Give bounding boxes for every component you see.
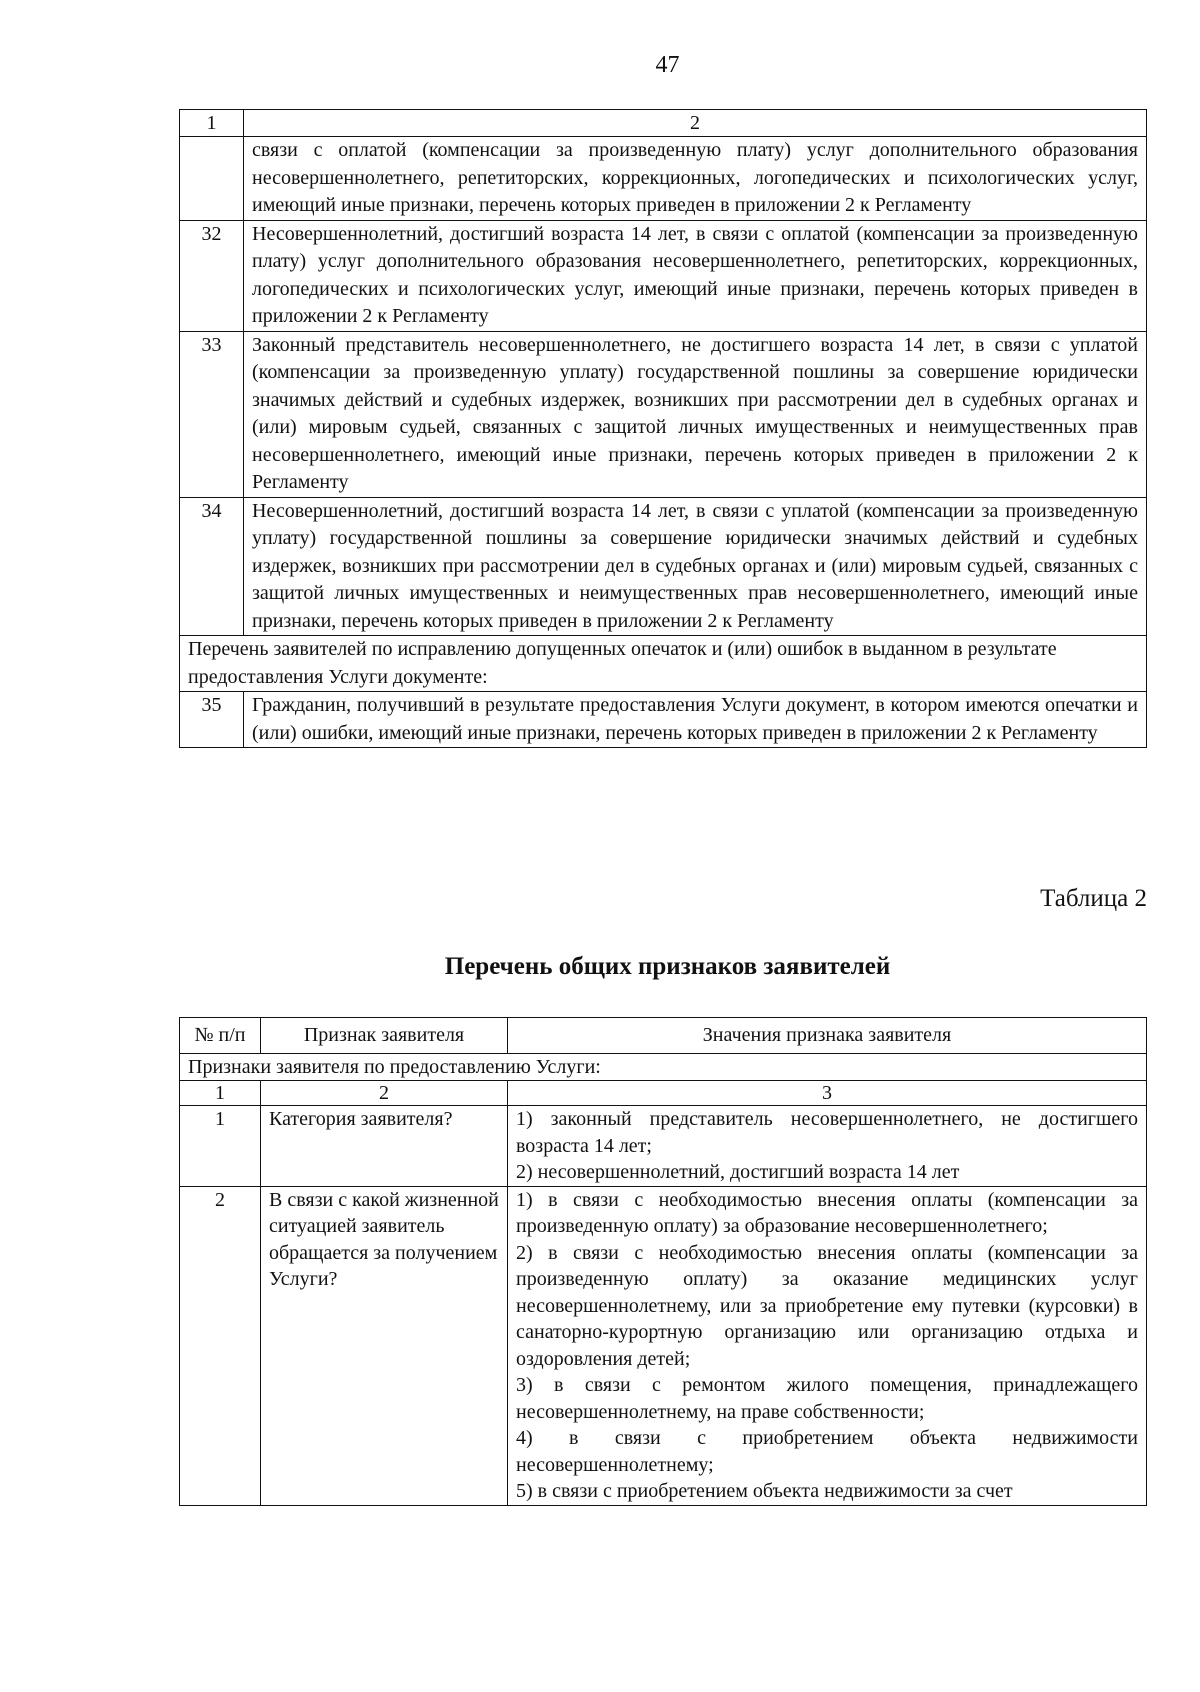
table-row	[180, 497, 1147, 636]
row-number: 32	[180, 220, 244, 331]
table-header-row	[180, 110, 1147, 137]
column-numbers-row	[180, 1081, 1147, 1106]
value-item: 5) в связи с приобретением объекта недвижимости за счет	[516, 1480, 1013, 1502]
table-row	[180, 220, 1147, 331]
row-text: связи с оплатой (компенсации за произведенную плату) услуг дополнительного образования несовершеннолетнего, репетиторских, коррекционных, логопедических и психологических услуг, имеющий иные признаки, перечень которых приведен в приложении 2 к Регламенту	[244, 137, 1147, 221]
page-number: 47	[655, 52, 680, 78]
row-number: 2	[180, 1186, 261, 1505]
column-number-3: 3	[508, 1081, 1147, 1106]
header-values: Значения признака заявителя	[508, 1018, 1147, 1054]
header-number: № п/п	[180, 1018, 261, 1054]
applicants-table-continued	[179, 109, 1147, 748]
column-number-2: 2	[261, 1081, 508, 1106]
value-item: 2) несовершеннолетний, достигший возраста 14 лет	[516, 1161, 960, 1183]
row-text: Несовершеннолетний, достигший возраста 14 лет, в связи с оплатой (компенсации за произведенную плату) услуг дополнительного образования несовершеннолетнего, репетиторских, коррекционных, логопедических и психологических услуг, имеющий иные признаки, перечень которых приведен в приложении 2 к Регламенту	[244, 220, 1147, 331]
applicant-features-table	[179, 1017, 1147, 1506]
value-item: 3) в связи с ремонтом жилого помещения, принадлежащего несовершеннолетнему, на праве собственности;	[516, 1374, 1138, 1423]
column-number-1: 1	[180, 110, 244, 137]
table-row	[180, 692, 1147, 748]
column-number-1: 1	[180, 1081, 261, 1106]
table-label: Таблица 2	[1040, 885, 1147, 912]
table-row	[180, 1106, 1147, 1187]
column-number-2: 2	[244, 110, 1147, 137]
section-heading: Перечень заявителей по исправлению допущенных опечаток и (или) ошибок в выданном в результате предоставления Услуги документе:	[180, 636, 1147, 692]
table-row	[180, 1186, 1147, 1505]
row-text: Несовершеннолетний, достигший возраста 14 лет, в связи с уплатой (компенсации за произведенную уплату) государственной пошлины за совершение юридически значимых действий и судебных издержек, возникших при рассмотрении дел в судебных органах и (или) мировым судьей, связанных с защитой личных имущественных и неимущественных прав несовершеннолетнего, имеющий иные признаки, перечень которых приведен в приложении 2 к Регламенту	[244, 497, 1147, 636]
row-values	[508, 1186, 1147, 1505]
value-item: 2) в связи с необходимостью внесения оплаты (компенсации за произведенную оплату) за оказание медицинских услуг несовершеннолетнему, или за приобретение ему путевки (курсовки) в санаторно-курортную организацию или организацию отдыха и оздоровления детей;	[516, 1241, 1138, 1370]
row-values	[508, 1106, 1147, 1187]
row-number: 34	[180, 497, 244, 636]
row-feature: Категория заявителя?	[261, 1106, 508, 1187]
section-heading: Признаки заявителя по предоставлению Услуги:	[180, 1053, 1147, 1081]
table-title: Перечень общих признаков заявителей	[444, 953, 891, 980]
row-number	[180, 137, 244, 221]
header-feature: Признак заявителя	[261, 1018, 508, 1054]
row-number: 1	[180, 1106, 261, 1187]
section-heading-row	[180, 636, 1147, 692]
section-heading-row	[180, 1053, 1147, 1081]
value-item: 4) в связи с приобретением объекта недвижимости несовершеннолетнему;	[516, 1427, 1138, 1476]
table-header-row	[180, 1018, 1147, 1054]
row-text: Гражданин, получивший в результате предоставления Услуги документ, в котором имеются опечатки и (или) ошибки, имеющий иные признаки, перечень которых приведен в приложении 2 к Регламенту	[244, 692, 1147, 748]
table-row	[180, 137, 1147, 221]
table-row	[180, 331, 1147, 497]
value-item: 1) в связи с необходимостью внесения оплаты (компенсации за произведенную оплату) за образование несовершеннолетнего;	[516, 1188, 1138, 1237]
row-number: 35	[180, 692, 244, 748]
value-item: 1) законный представитель несовершеннолетнего, не достигшего возраста 14 лет;	[516, 1108, 1138, 1157]
row-text: Законный представитель несовершеннолетнего, не достигшего возраста 14 лет, в связи с уплатой (компенсации за произведенную уплату) государственной пошлины за совершение юридически значимых действий и судебных издержек, возникших при рассмотрении дел в судебных органах и (или) мировым судьей, связанных с защитой личных имущественных и неимущественных прав несовершеннолетнего, имеющий иные признаки, перечень которых приведен в приложении 2 к Регламенту	[244, 331, 1147, 497]
row-feature: В связи с какой жизненной ситуацией заявитель обращается за получением Услуги?	[261, 1186, 508, 1505]
row-number: 33	[180, 331, 244, 497]
